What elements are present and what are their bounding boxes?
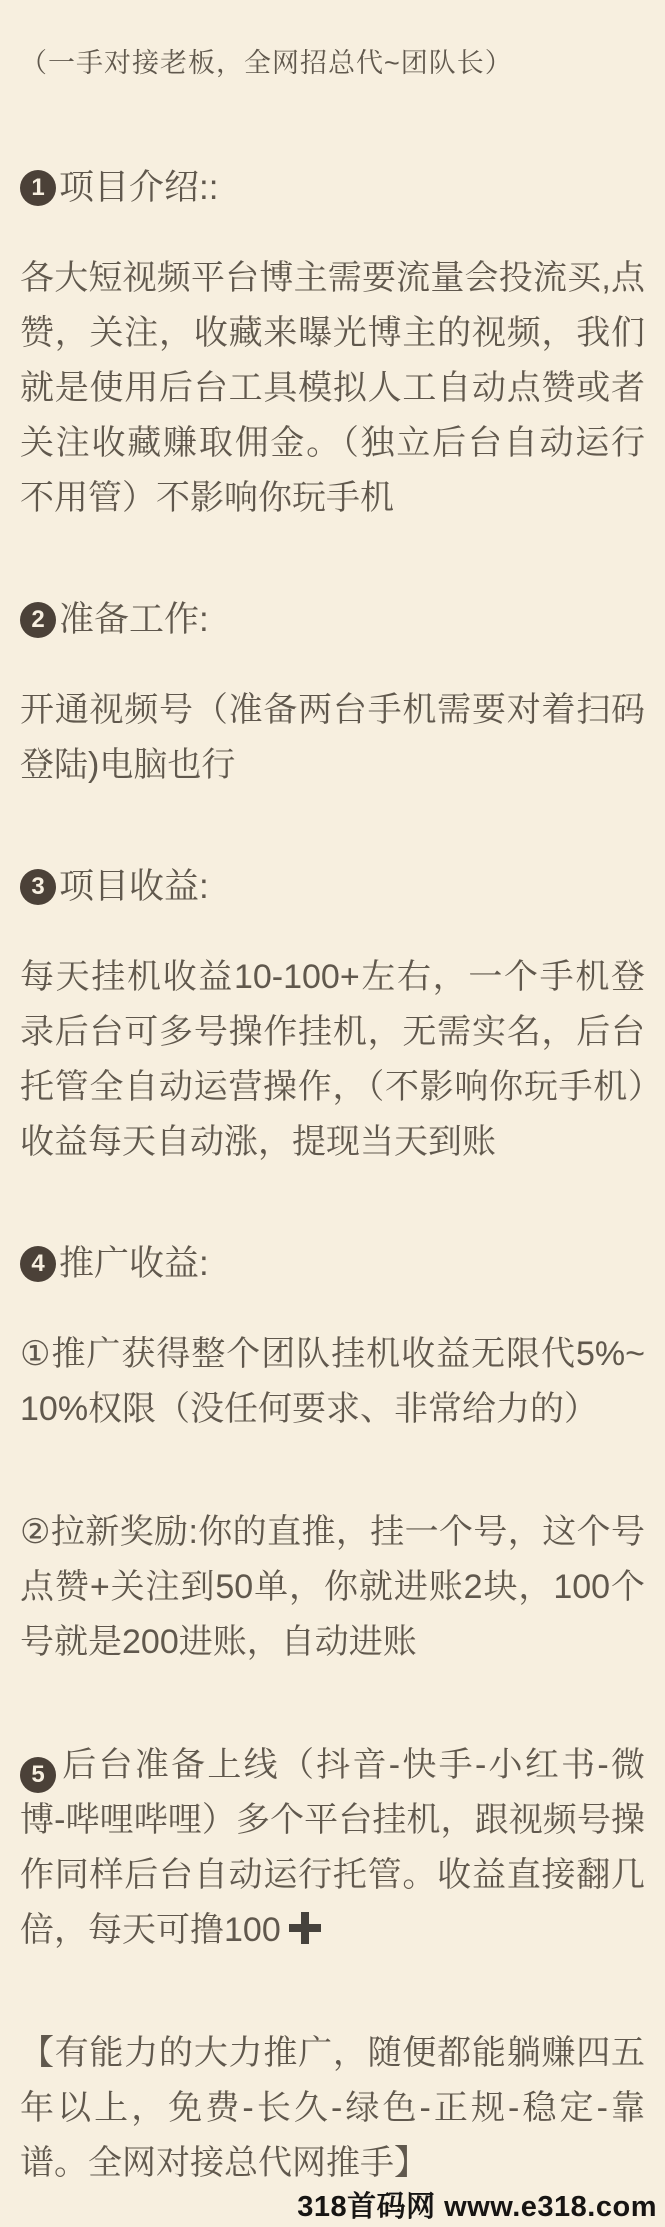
section-project-income	[20, 861, 645, 1170]
watermark: 318首码网 www.e318.com	[297, 2191, 657, 2223]
paragraph: ②拉新奖励:你的直推，挂一个号，这个号点赞+关注到50单，你就进账2块，100个号就是200进账，自动进账	[20, 1513, 645, 1661]
section-title: 准备工作:	[59, 600, 209, 639]
section-promotion-income	[20, 1238, 645, 1670]
paragraph: 每天挂机收益10-100+左右，一个手机登录后台可多号操作挂机，无需实名，后台托管全自动运营操作，（不影响你玩手机）收益每天自动涨，提现当天到账	[20, 958, 645, 1161]
section-number-badge: 2	[20, 602, 56, 638]
footer-note: 【有能力的大力推广，随便都能躺赚四五年以上，免费-长久-绿色-正规-稳定-靠谱。全网对接总代网推手】	[20, 2034, 645, 2182]
section-title: 推广收益:	[59, 1244, 209, 1283]
section-number-badge: 4	[20, 1246, 56, 1282]
section-title: 项目收益:	[59, 867, 209, 906]
section-heading	[20, 861, 645, 913]
section-preparation	[20, 594, 645, 793]
section-heading	[20, 1238, 645, 1290]
paragraph-text: 后台准备上线（抖音-快手-小红书-微博-哔哩哔哩）多个平台挂机，跟视频号操作同样后台自动运行托管。收益直接翻几倍，每天可撸100	[20, 1746, 645, 1949]
paragraph: ①推广获得整个团队挂机收益无限代5%~10%权限（没任何要求、非常给力的）	[20, 1335, 645, 1428]
page-title: （一手对接老板，全网招总代~团队长）	[20, 48, 513, 78]
paragraph: 各大短视频平台博主需要流量会投流买,点赞，关注，收藏来曝光博主的视频，我们就是使用后台工具模拟人工自动点赞或者关注收藏赚取佣金。（独立后台自动运行不用管）不影响你玩手机	[20, 259, 645, 517]
paragraph: 开通视频号（准备两台手机需要对着扫码登陆)电脑也行	[20, 691, 645, 784]
heavy-plus-icon	[289, 1912, 321, 1944]
section-number-badge: 5	[20, 1757, 56, 1793]
section-heading	[20, 594, 645, 646]
section-number-badge: 1	[20, 170, 56, 206]
paragraph	[20, 1738, 645, 1958]
section-number-badge: 3	[20, 869, 56, 905]
section-intro	[20, 162, 645, 526]
section-heading	[20, 162, 645, 214]
section-upcoming-platforms	[20, 1738, 645, 1958]
section-title: 项目介绍::	[59, 168, 219, 207]
